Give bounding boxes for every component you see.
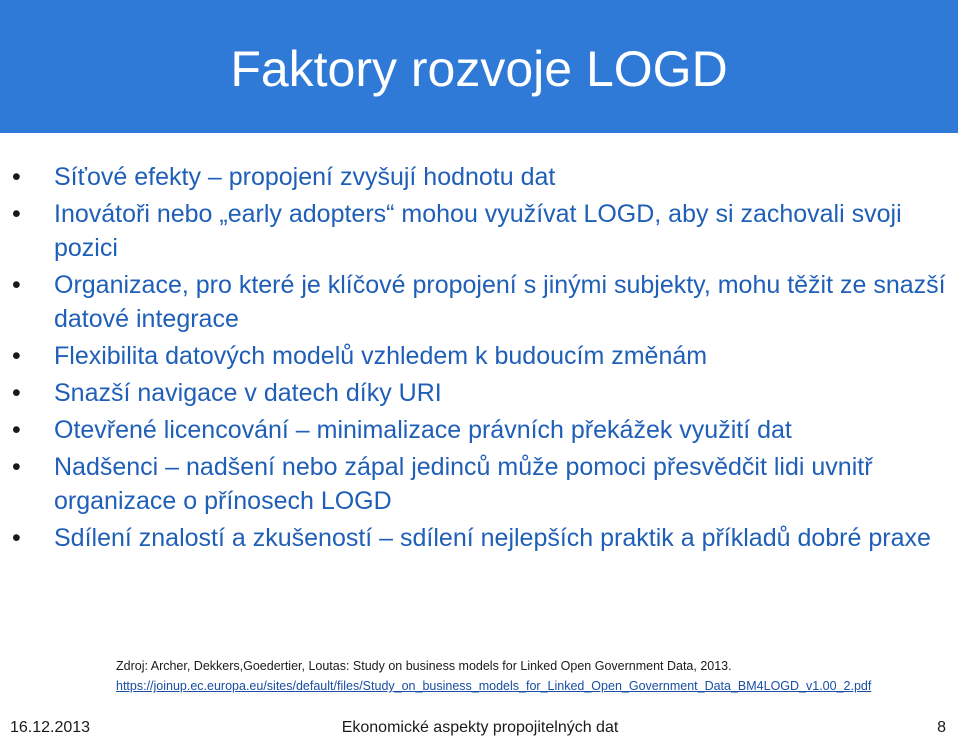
bullet-text: Organizace, pro které je klíčové propojení s jinými subjekty, mohu těžit ze snazší datové integrace bbox=[54, 271, 946, 333]
bullet-item bbox=[8, 197, 948, 265]
bullet-item bbox=[8, 450, 948, 518]
bullet-icon: • bbox=[12, 163, 21, 191]
bullet-icon: • bbox=[12, 200, 21, 228]
bullet-item bbox=[8, 376, 948, 410]
source-link[interactable]: https://joinup.ec.europa.eu/sites/default/files/Study_on_business_models_for_Linked_Open_Government_Data_BM4LOGD_v1.00_2.pdf bbox=[116, 679, 872, 693]
bullet-text: Nadšenci – nadšení nebo zápal jedinců může pomoci přesvědčit lidi uvnitř organizace o přínosech LOGD bbox=[54, 453, 873, 515]
bullet-item bbox=[8, 268, 948, 336]
bullet-icon: • bbox=[12, 453, 21, 481]
footer-title: Ekonomické aspekty propojitelných dat bbox=[341, 719, 619, 736]
page-number: 8 bbox=[937, 719, 946, 736]
bullet-text: Inovátoři nebo „early adopters“ mohou využívat LOGD, aby si zachovali svoji pozici bbox=[54, 200, 902, 262]
bullet-text: Sdílení znalostí a zkušeností – sdílení nejlepších praktik a příkladů dobré praxe bbox=[54, 524, 931, 552]
slide-title: Faktory rozvoje LOGD bbox=[230, 41, 728, 97]
bullet-text: Otevřené licencování – minimalizace právních překážek využití dat bbox=[54, 416, 792, 444]
bullet-item bbox=[8, 339, 948, 373]
bullet-item bbox=[8, 521, 948, 555]
bullet-list bbox=[8, 160, 948, 558]
bullet-icon: • bbox=[12, 271, 21, 299]
bullet-text: Snazší navigace v datech díky URI bbox=[54, 379, 442, 407]
bullet-icon: • bbox=[12, 416, 21, 444]
bullet-text: Síťové efekty – propojení zvyšují hodnotu dat bbox=[54, 163, 556, 191]
bullet-icon: • bbox=[12, 342, 21, 370]
footer-date: 16.12.2013 bbox=[10, 719, 91, 736]
bullet-item bbox=[8, 160, 948, 194]
bullet-icon: • bbox=[12, 524, 21, 552]
title-bar bbox=[0, 0, 958, 133]
source-text: Zdroj: Archer, Dekkers,Goedertier, Loutas: Study on business models for Linked Open Government Data, 2013. bbox=[116, 659, 732, 673]
source-citation bbox=[116, 656, 871, 696]
bullet-icon: • bbox=[12, 379, 21, 407]
bullet-item bbox=[8, 413, 948, 447]
bullet-text: Flexibilita datových modelů vzhledem k budoucím změnám bbox=[54, 342, 708, 370]
